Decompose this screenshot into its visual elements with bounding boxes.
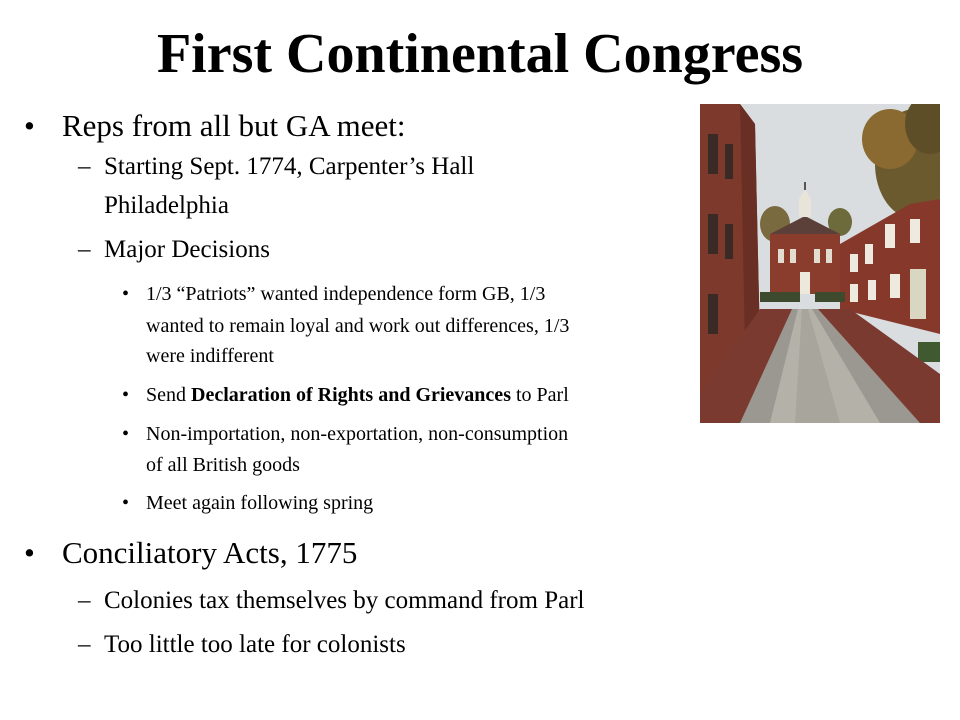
small-bullet-marker: • [122,283,130,305]
dash-marker: – [78,631,91,658]
subsub-send-declaration: Send Declaration of Rights and Grievances to Parl [146,384,569,406]
small-bullet-marker: • [122,492,130,514]
sub-item-starting-line1: Starting Sept. 1774, Carpenter’s Hall [104,153,475,180]
subsub-patriots-line3: were indifferent [146,345,274,367]
small-bullet-marker: • [122,423,130,445]
sub-item-too-little: Too little too late for colonists [104,631,406,658]
dash-marker: – [78,587,91,614]
small-bullet-marker: • [122,384,130,406]
subsub-non-importation-line2: of all British goods [146,454,300,476]
sub-item-starting-line2: Philadelphia [104,192,229,219]
subsub-patriots-line2: wanted to remain loyal and work out differences, 1/3 [146,315,570,337]
dash-marker: – [78,153,91,180]
dash-marker: – [78,236,91,263]
bullet-marker: • [24,108,35,143]
slide-title: First Continental Congress [156,23,804,85]
bullet-marker: • [24,535,35,570]
bullet-conciliatory-acts: Conciliatory Acts, 1775 [62,535,358,570]
carpenters-hall-photo [700,104,940,423]
subsub-non-importation-line1: Non-importation, non-exportation, non-consumption [146,423,569,445]
declaration-bold-text: Declaration of Rights and Grievances [191,384,511,406]
sub-item-colonies-tax: Colonies tax themselves by command from Parl [104,587,585,614]
subsub-patriots-line1: 1/3 “Patriots” wanted independence form GB, 1/3 [146,283,546,305]
subsub-meet-again: Meet again following spring [146,492,374,514]
sub-item-major-decisions: Major Decisions [104,236,270,263]
bullet-reps-from-all-but-ga: Reps from all but GA meet: [62,108,406,143]
